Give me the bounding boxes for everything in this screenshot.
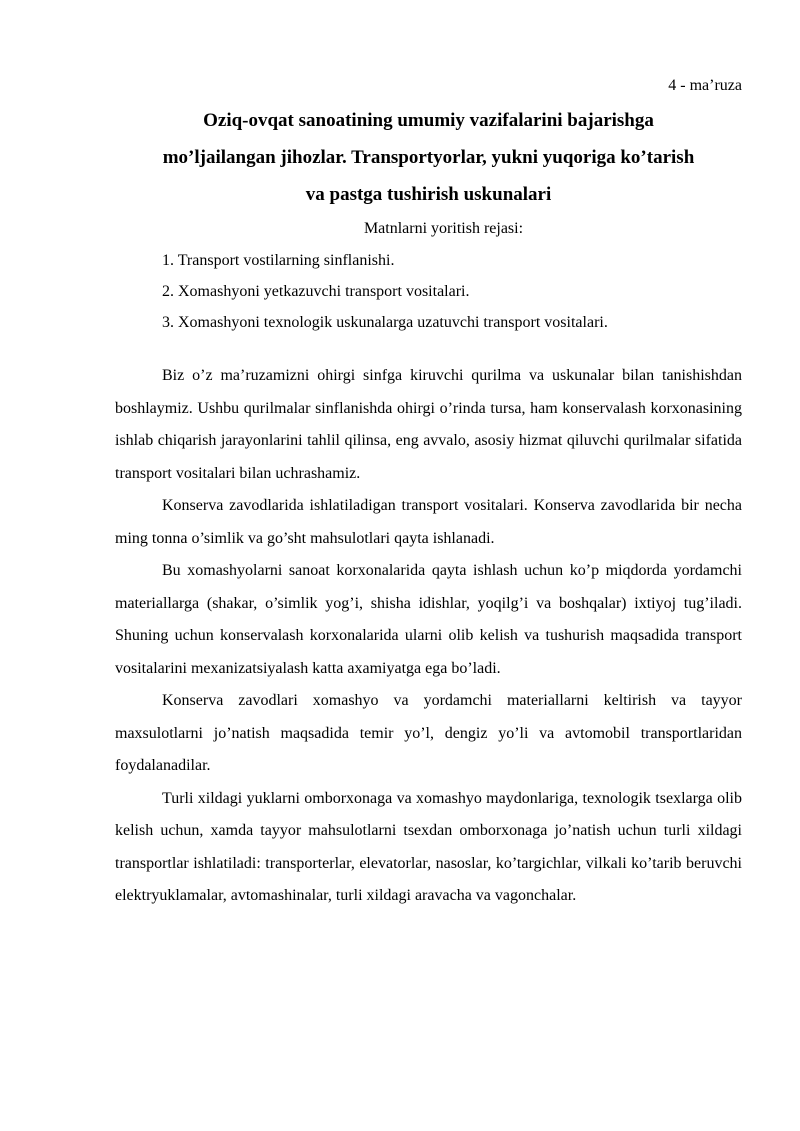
title-line: Oziq-ovqat sanoatining umumiy vazifalarini bajarishga	[203, 110, 654, 131]
lecture-number: 4 - ma’ruza	[668, 77, 742, 94]
document-title	[115, 102, 742, 213]
plan-item: 1. Transport vostilarning sinflanishi.	[162, 252, 395, 269]
title-line: mo’ljailangan jihozlar. Transportyorlar, yukni yuqoriga ko’tarish	[162, 147, 695, 168]
title-line: va pastga tushirish uskunalari	[305, 184, 552, 205]
page-content	[115, 70, 742, 913]
body-paragraph: Konserva zavodlarida ishlatiladigan transport vositalari. Konserva zavodlarida bir necha ming tonna o’simlik va go’sht mahsulotlari qayta ishlanadi.	[115, 497, 742, 547]
body-paragraph: Biz o’z ma’ruzamizni ohirgi sinfga kiruvchi qurilma va uskunalar bilan tanishishdan boshlaymiz. Ushbu qurilmalar sinflanishda ohirgi o’rinda tursa, ham konservalash korxonasining ishlab chiqarish jarayonlarini tahlil qilinsa, eng avvalo, asosiy hizmat qiluvchi qurilmalar sifatida transport vositalari bilan uchrashamiz.	[115, 367, 742, 482]
body-paragraph: Bu xomashyolarni sanoat korxonalarida qayta ishlash uchun ko’p miqdorda yordamchi materiallarga (shakar, o’simlik yog’i, shisha idishlar, yoqilg’i va boshqalar) ixtiyoj tug’iladi. Shuning uchun konservalash korxonalarida ularni olib kelish va tushurish maqsadida transport vositalarini mexanizatsiyalash katta axamiyatga ega bo’ladi.	[115, 562, 742, 677]
body-paragraph: Turli xildagi yuklarni omborxonaga va xomashyo maydonlariga, texnologik tsexlarga olib kelish uchun, xamda tayyor mahsulotlarni tsexdan omborxonaga jo’natish uchun turli xildagi transportlar ishlatiladi: transporterlar, elevatorlar, nasoslar, ko’targichlar, vilkali ko’tarib beruvchi elektryuklamalar, avtomashinalar, turli xildagi aravacha va vagonchalar.	[115, 789, 742, 904]
plan-list	[115, 245, 742, 338]
plan-item: 2. Xomashyoni yetkazuvchi transport vositalari.	[162, 283, 470, 300]
plan-item: 3. Xomashyoni texnologik uskunalarga uzatuvchi transport vositalari.	[162, 314, 608, 331]
plan-heading: Matnlarni yoritish rejasi:	[363, 220, 524, 237]
body-text	[115, 360, 742, 913]
body-paragraph: Konserva zavodlari xomashyo va yordamchi materiallarni keltirish va tayyor maxsulotlarni jo’natish maqsadida temir yo’l, dengiz yo’li va avtomobil transportlaridan foydalanadilar.	[115, 692, 742, 774]
